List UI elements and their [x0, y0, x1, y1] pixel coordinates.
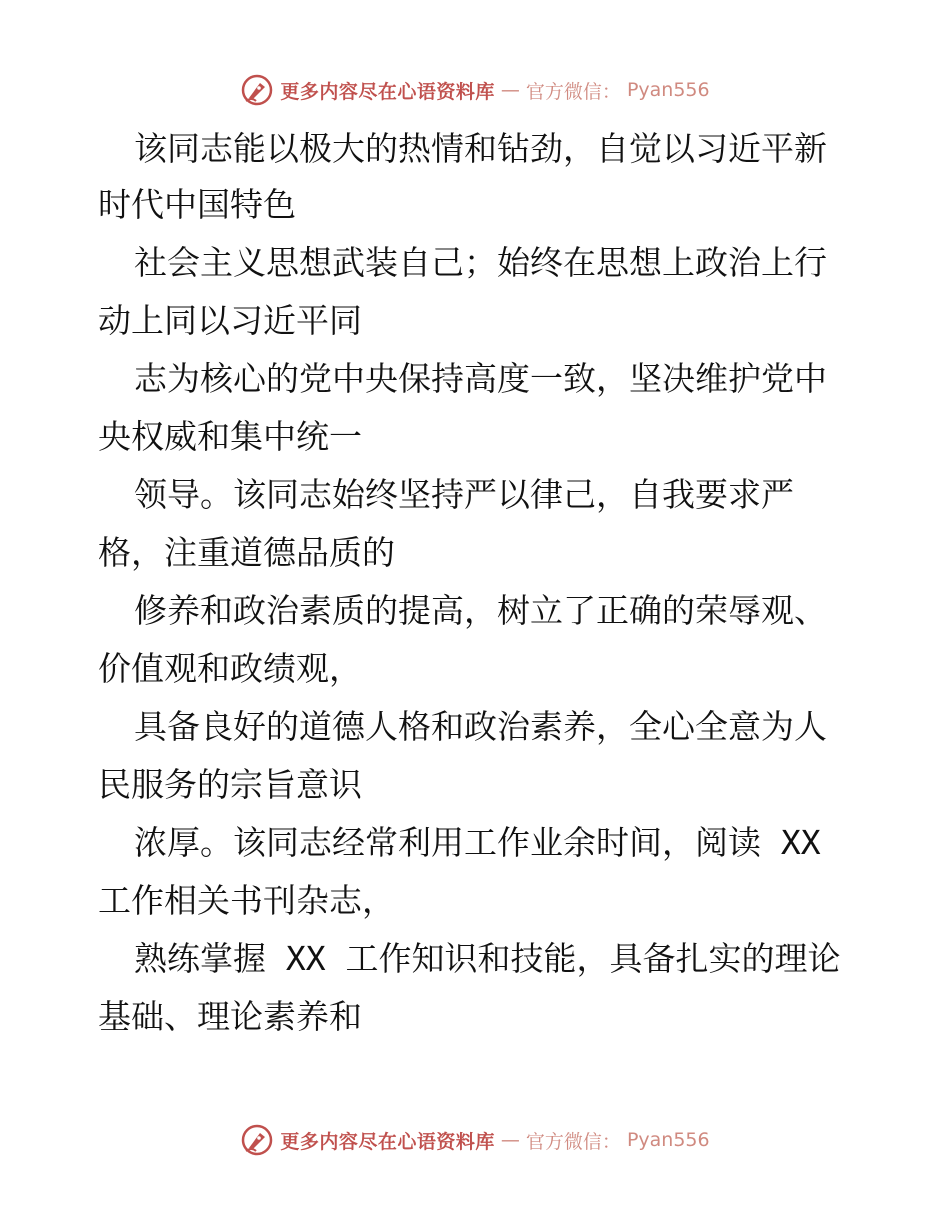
watermark-brand-text: 更多内容尽在心语资料库: [280, 1130, 495, 1153]
body-line: 社会主义思想武装自己；始终在思想上政治上行: [134, 243, 827, 282]
document-body: [98, 121, 858, 1045]
body-line: 熟练掌握 XX 工作知识和技能，具备扎实的理论: [134, 939, 841, 978]
watermark-wechat-label: 官方微信：: [525, 1130, 621, 1153]
watermark-wechat-id: Pyan556: [626, 1129, 710, 1151]
body-line: 志为核心的党中央保持高度一致，坚决维护党中: [134, 359, 827, 398]
body-line: 修养和政治素质的提高，树立了正确的荣辱观、: [134, 591, 827, 630]
watermark-separator: —: [500, 79, 520, 101]
body-line: 格，注重道德品质的: [98, 533, 395, 572]
body-line: 该同志能以极大的热情和钻劲，自觉以习近平新: [134, 129, 827, 168]
footer-watermark: [0, 1120, 950, 1160]
body-line: 浓厚。该同志经常利用工作业余时间，阅读 XX: [134, 823, 821, 862]
body-line: 工作相关书刊杂志，: [98, 881, 395, 920]
body-line: 时代中国特色: [98, 185, 296, 224]
body-line: 央权威和集中统一: [98, 417, 362, 456]
body-line: 领导。该同志始终坚持严以律己，自我要求严: [134, 475, 794, 514]
watermark-wechat-id: Pyan556: [626, 79, 710, 101]
pen-nib-logo-icon: [240, 73, 274, 107]
watermark-wechat-label: 官方微信：: [525, 80, 621, 103]
body-line: 具备良好的道德人格和政治素养，全心全意为人: [134, 707, 827, 746]
watermark-brand-text: 更多内容尽在心语资料库: [280, 80, 495, 103]
header-watermark: [0, 70, 950, 110]
body-line: 价值观和政绩观，: [98, 649, 362, 688]
body-line: 动上同以习近平同: [98, 301, 362, 340]
pen-nib-logo-icon: [240, 1123, 274, 1157]
watermark-separator: —: [500, 1129, 520, 1151]
body-line: 民服务的宗旨意识: [98, 765, 362, 804]
body-line: 基础、理论素养和: [98, 997, 362, 1036]
